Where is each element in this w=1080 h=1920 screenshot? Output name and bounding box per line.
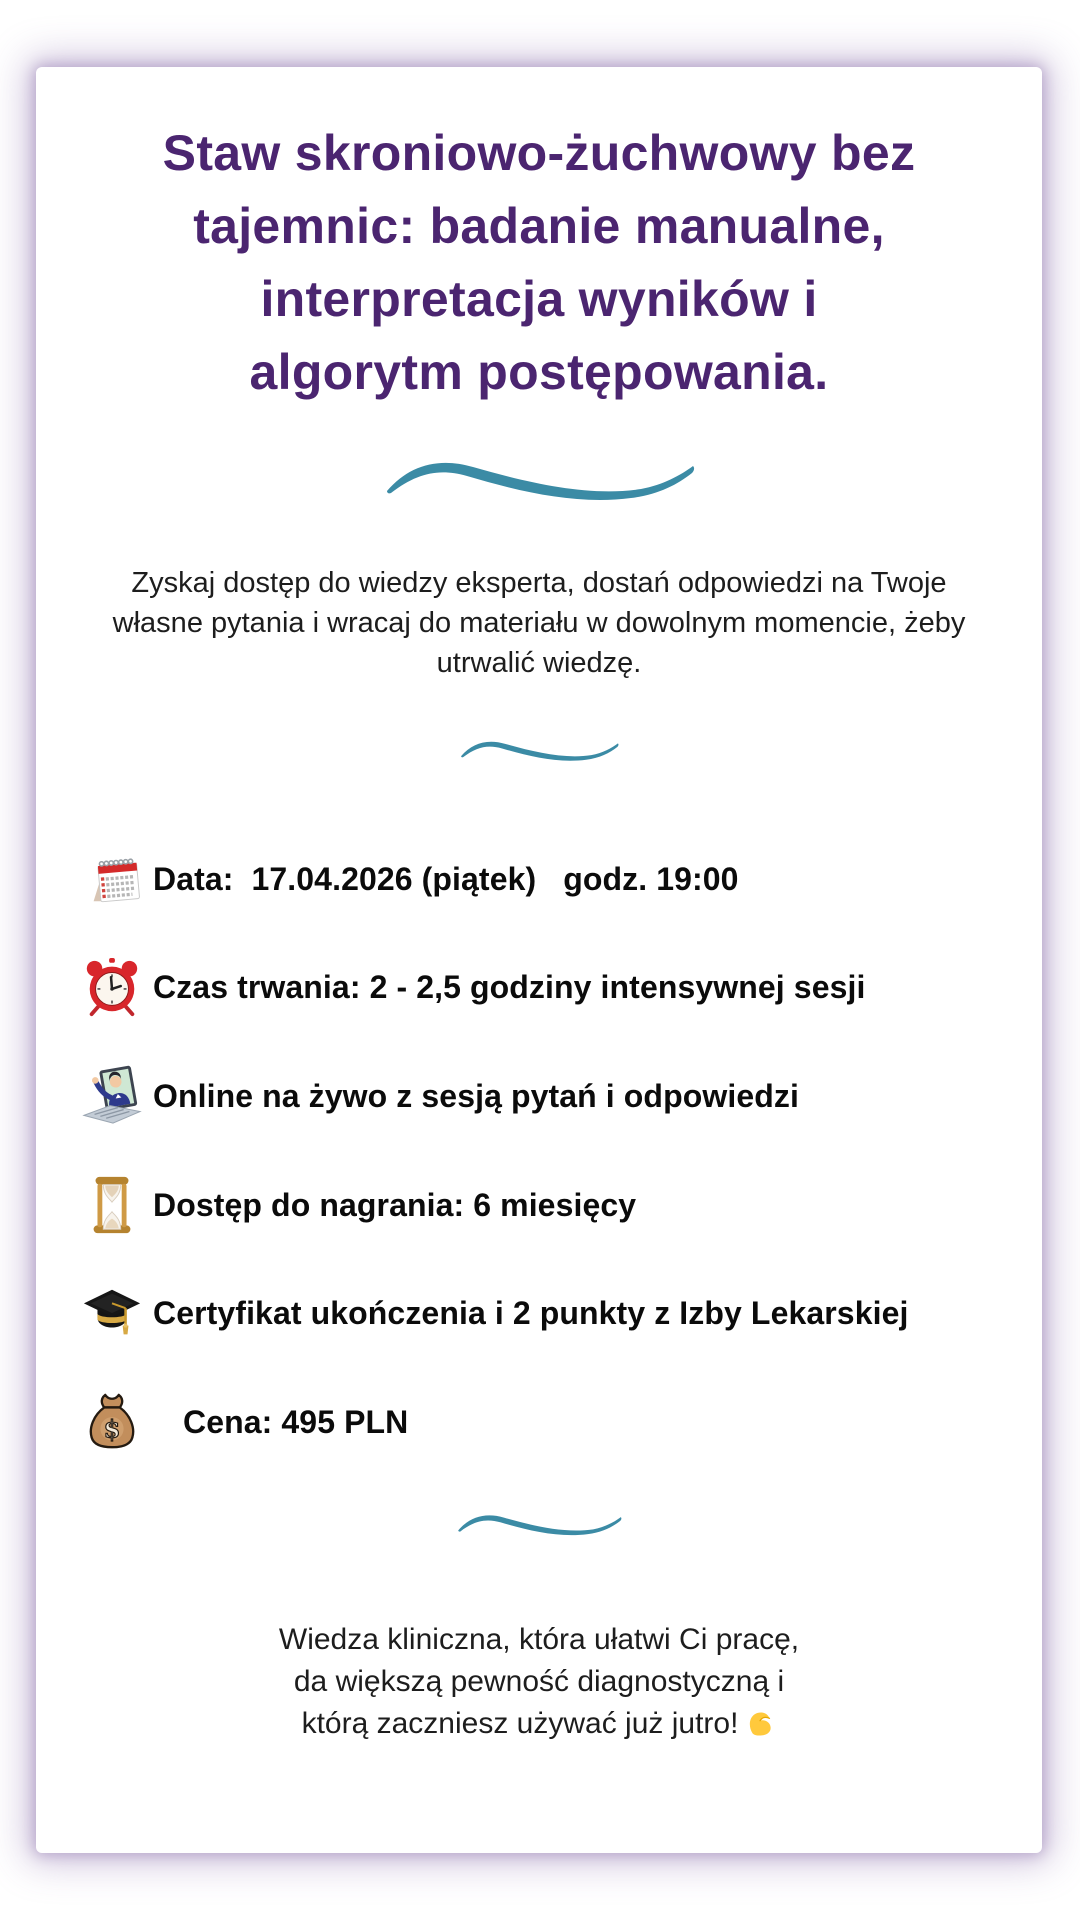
intro-paragraph	[36, 563, 1042, 683]
detail-text: Cena: 495 PLN	[183, 1403, 409, 1440]
alarm-clock-icon	[81, 956, 143, 1018]
detail-row-price	[81, 1390, 408, 1454]
detail-row-recording	[81, 1173, 636, 1237]
detail-row-format	[81, 1064, 799, 1128]
intro-line: utrwalić wiedzę.	[436, 647, 642, 679]
svg-text:$: $	[103, 1414, 121, 1444]
money-bag-icon	[81, 1391, 143, 1453]
detail-text: Certyfikat ukończenia i 2 punkty z Izby Lekarskiej	[153, 1294, 909, 1331]
title-line: interpretacja wyników i	[260, 271, 818, 327]
detail-row-date	[81, 847, 739, 911]
detail-row-certificate	[81, 1281, 908, 1345]
online-presenter-icon	[81, 1065, 143, 1127]
outro-line	[36, 1703, 1042, 1754]
title-line: algorytm postępowania.	[249, 344, 829, 400]
flexed-biceps-emoji	[746, 1708, 776, 1750]
detail-text: Czas trwania: 2 - 2,5 godziny intensywnej sesji	[153, 968, 866, 1005]
offer-card	[36, 67, 1042, 1853]
title-line: Staw skroniowo-żuchwowy bez	[162, 125, 916, 181]
detail-text: Data: 17.04.2026 (piątek) godz. 19:00	[153, 860, 739, 897]
wave-divider-bottom	[36, 1507, 1042, 1541]
outro-paragraph	[36, 1619, 1042, 1754]
wave-divider-middle	[36, 733, 1042, 767]
graduation-cap-icon	[81, 1282, 143, 1344]
wave-divider-top	[36, 447, 1042, 511]
outro-line: da większą pewność diagnostyczną i	[293, 1665, 785, 1698]
detail-text: Dostęp do nagrania: 6 miesięcy	[153, 1186, 637, 1223]
detail-text: Online na żywo z sesją pytań i odpowiedzi	[153, 1077, 799, 1114]
outro-line: Wiedza kliniczna, która ułatwi Ci pracę,	[278, 1623, 800, 1656]
outro-line-text: którą zaczniesz używać już jutro!	[301, 1707, 739, 1740]
hourglass-icon	[81, 1174, 143, 1236]
intro-line: własne pytania i wracaj do materiału w dowolnym momencie, żeby	[112, 607, 966, 639]
title-line: tajemnic: badanie manualne,	[193, 198, 885, 254]
detail-row-duration	[81, 955, 865, 1019]
calendar-icon	[81, 848, 143, 910]
intro-line: Zyskaj dostęp do wiedzy eksperta, dostań odpowiedzi na Twoje	[131, 567, 947, 599]
course-title	[36, 117, 1042, 409]
